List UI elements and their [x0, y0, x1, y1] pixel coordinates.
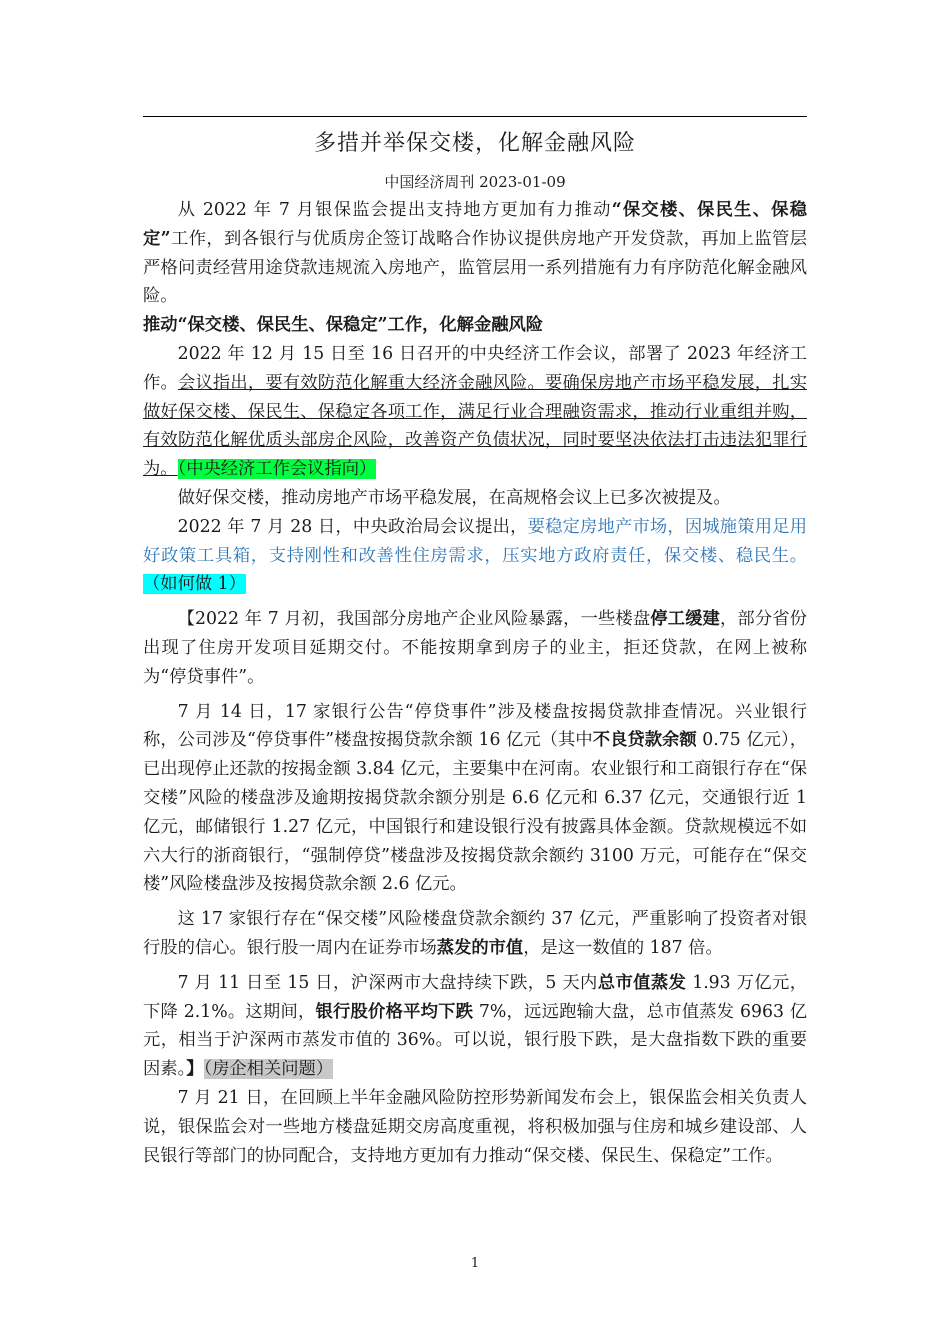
page-number: 1 [470, 1256, 480, 1271]
paragraph-5-bold: 停工缓建 [650, 609, 720, 630]
paragraph-8 [143, 969, 807, 1084]
document-source: 中国经济周刊 2023-01-09 [384, 173, 566, 191]
paragraph-2-text-a: 2022 年 12 月 15 日至 16 日召开的中央经济工作会议，部署了 2023 年经济工作。 [143, 343, 807, 393]
paragraph-4-tag: （如何做 1） [143, 574, 246, 595]
paragraph-5-text-c: ，部分省份出现了住房开发项目延期交付。不能按期拿到房子的业主，拒还贷款，在网上被称为“停贷事件”。 [143, 609, 807, 687]
paragraph-6-text-a: 7 月 14 日，17 家银行公告“停贷事件”涉及楼盘按揭贷款排查情况。兴业银行称，公司涉及“停贷事件”楼盘按揭贷款余额 16 亿元（其中 [143, 701, 807, 751]
paragraph-8-text-a: 7 月 11 日至 15 日，沪深两市大盘持续下跌，5 天内 [177, 972, 598, 993]
header-rule [143, 116, 807, 117]
paragraph-2-underlined: 会议指出，要有效防范化解重大经济金融风险。要确保房地产市场平稳发展，扎实做好保交楼、保民生、保稳定各项工作，满足行业合理融资需求，推动行业重组并购，有效防范化解优质头部房企风险，改善资产负债状况，同时要坚决依法打击违法犯罪行为。 [143, 372, 807, 480]
paragraph-2 [143, 340, 807, 484]
paragraph-7-text-c: ，是这一数值的 187 倍。 [523, 937, 723, 958]
paragraph-8-bold-1: 总市值蒸发 [597, 972, 687, 993]
paragraph-3: 做好保交楼，推动房地产市场平稳发展，在高规格会议上已多次被提及。 [177, 487, 731, 508]
paragraph-4 [143, 513, 807, 599]
paragraph-5-text-a: 【2022 年 7 月初，我国部分房地产企业风险暴露，一些楼盘 [177, 609, 651, 630]
paragraph-8-text-c: 1.93 万亿元，下降 2.1%。这期间， [143, 972, 807, 1022]
paragraph-4-text-a: 2022 年 7 月 28 日，中央政治局会议提出， [177, 516, 528, 537]
paragraph-2-tag: （中央经济工作会议指向） [177, 459, 377, 480]
paragraph-8-bold-2: 银行股价格平均下跌 [315, 1001, 474, 1022]
paragraph-1-bold: “保交楼、保民生、保稳定” [143, 200, 807, 249]
document-title: 多措并举保交楼，化解金融风险 [313, 131, 636, 156]
paragraph-1 [143, 196, 807, 311]
paragraph-1-text-a: 从 2022 年 7 月银保监会提出支持地方更加有力推动 [177, 200, 612, 220]
paragraph-8-tag: （房企相关问题） [203, 1059, 334, 1080]
section-heading: 推动“保交楼、保民生、保稳定”工作，化解金融风险 [143, 315, 544, 336]
paragraph-9: 7 月 21 日，在回顾上半年金融风险防控形势新闻发布会上，银保监会相关负责人说，银保监会对一些地方楼盘延期交房高度重视，将积极加强与住房和城乡建设部、人民银行等部门的协同配合，支持地方更加有力推动“保交楼、保民生、保稳定”工作。 [143, 1087, 807, 1166]
paragraph-6-text-c: 0.75 亿元），已出现停止还款的按揭金额 3.84 亿元，主要集中在河南。农业银行和工商银行存在“保交楼”风险的楼盘涉及逾期按揭贷款余额分别是 6.6 亿元和 6.37 亿元，交通银行近 1 亿元，邮储银行 1.27 亿元，中国银行和建设银行没有披露具体金额。贷款规模远不如六大行的浙商银行，“强制停贷”楼盘涉及按揭贷款余额约 3100 万元，可能存在“保交楼”风险楼盘涉及按揭贷款余额 2.6 亿元。 [143, 730, 807, 895]
document-body [143, 196, 807, 1170]
paragraph-7-bold: 蒸发的市值 [436, 937, 524, 958]
paragraph-5 [143, 605, 807, 691]
paragraph-7 [143, 905, 807, 963]
paragraph-8-text-e: 7%，远远跑输大盘，总市值蒸发 6963 亿元，相当于沪深两市蒸发市值的 36%。可以说，银行股下跌，是大盘指数下跌的重要因素。 [143, 1001, 807, 1080]
paragraph-4-blue: 要稳定房地产市场，因城施策用足用好政策工具箱，支持刚性和改善性住房需求，压实地方政府责任，保交楼、稳民生。 [143, 516, 807, 566]
paragraph-7-text-a: 这 17 家银行存在“保交楼”风险楼盘贷款余额约 37 亿元，严重影响了投资者对银行股的信心。银行股一周内在证券市场 [143, 909, 807, 958]
paragraph-1-text-c: 工作，到各银行与优质房企签订战略合作协议提供房地产开发贷款，再加上监管层严格问责经营用途贷款违规流入房地产，监管层用一系列措施有力有序防范化解金融风险。 [143, 228, 807, 307]
paragraph-8-bracket: 】 [186, 1059, 204, 1080]
paragraph-6 [143, 698, 807, 900]
paragraph-6-bold: 不良贷款余额 [592, 730, 697, 751]
